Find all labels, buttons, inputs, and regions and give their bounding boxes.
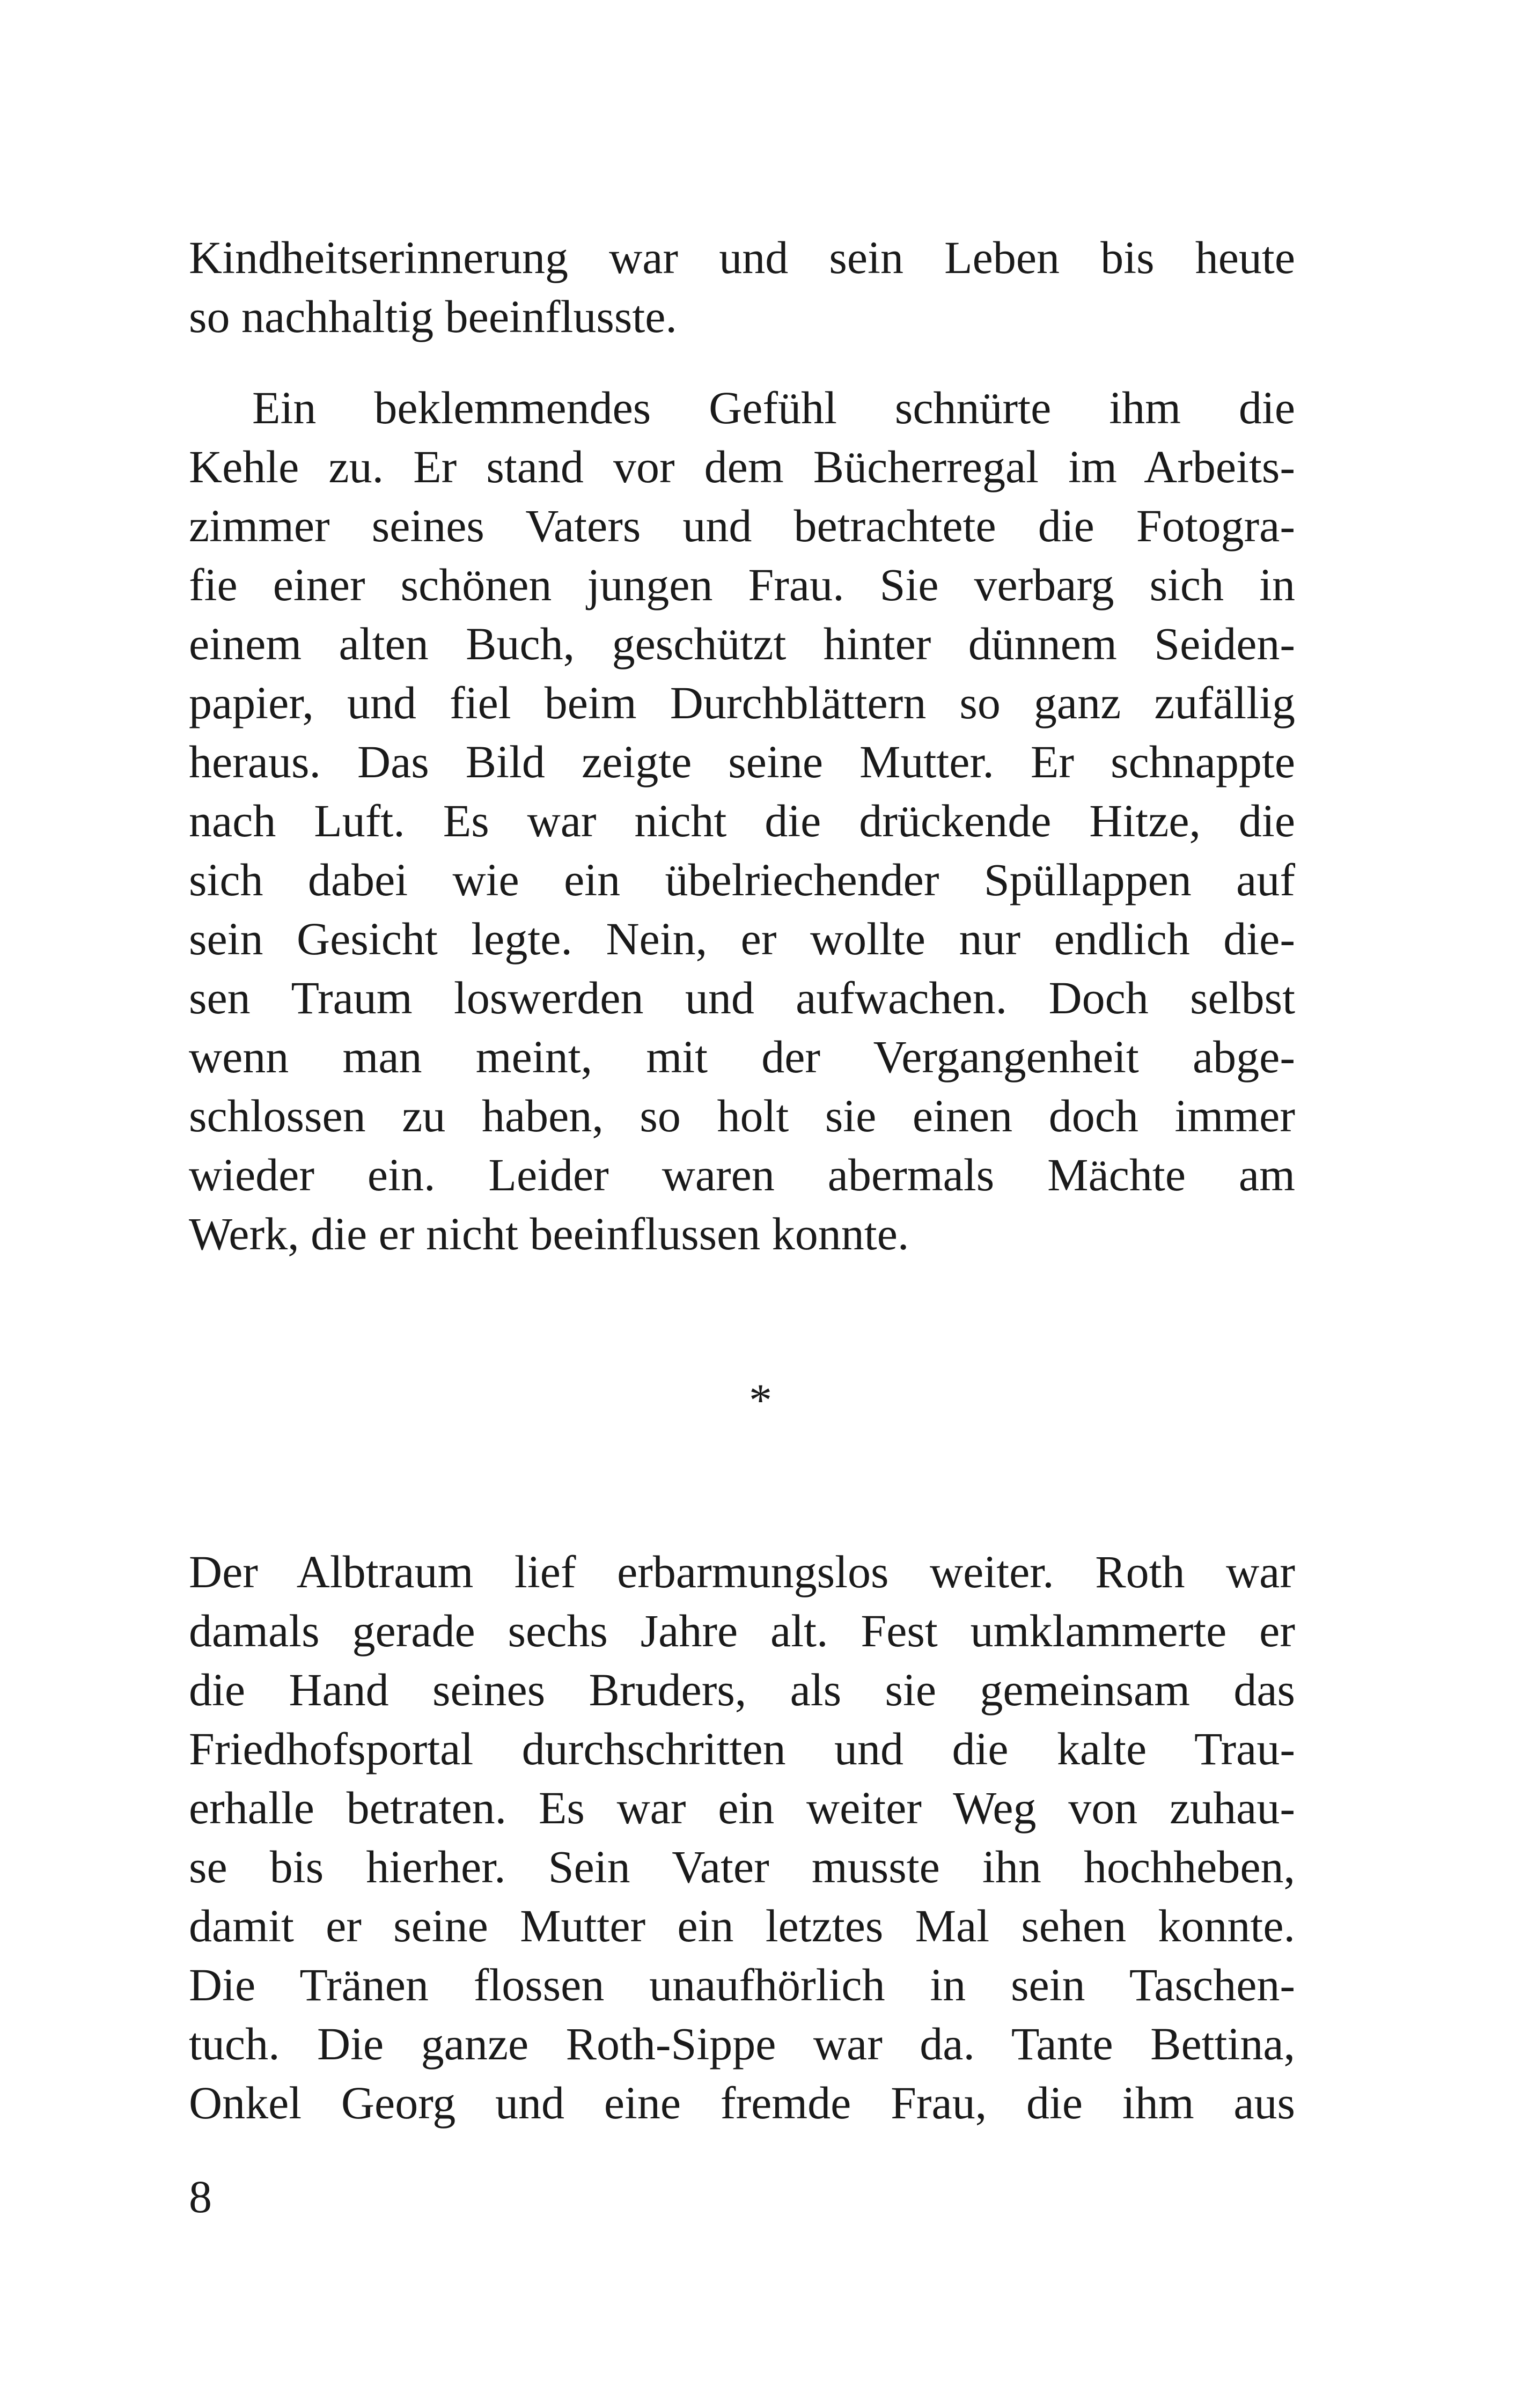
text-line: Der Albtraum lief erbarmungslos weiter. Roth war bbox=[189, 1546, 1295, 1597]
text-line: Onkel Georg und eine fremde Frau, die ihm aus bbox=[189, 2077, 1295, 2129]
text-line: wieder ein. Leider waren abermals Mächte am bbox=[189, 1149, 1295, 1201]
text-line: Die Tränen flossen unaufhörlich in sein Taschen- bbox=[189, 1959, 1295, 2011]
text-line: heraus. Das Bild zeigte seine Mutter. Er schnappte bbox=[189, 736, 1295, 787]
text-line: papier, und fiel beim Durchblättern so ganz zufällig bbox=[189, 677, 1295, 728]
text-line: Kindheitserinnerung war und sein Leben bis heute bbox=[189, 232, 1295, 283]
text-line: Werk, die er nicht beeinflussen konnte. bbox=[189, 1208, 909, 1260]
text-line: einem alten Buch, geschützt hinter dünnem Seiden- bbox=[189, 618, 1295, 669]
text-line: die Hand seines Bruders, als sie gemeinsam das bbox=[189, 1664, 1295, 1715]
text-line: Friedhofsportal durchschritten und die kalte Trau- bbox=[189, 1723, 1295, 1774]
text-line: damit er seine Mutter ein letztes Mal sehen konnte. bbox=[189, 1900, 1295, 1952]
text-line: nach Luft. Es war nicht die drückende Hitze, die bbox=[189, 795, 1295, 846]
section-separator: * bbox=[749, 1374, 772, 1426]
text-line: sein Gesicht legte. Nein, er wollte nur endlich die- bbox=[189, 913, 1295, 964]
text-line: sich dabei wie ein übelriechender Spüllappen auf bbox=[189, 854, 1295, 905]
text-line: erhalle betraten. Es war ein weiter Weg von zuhau- bbox=[189, 1782, 1295, 1833]
text-line: fie einer schönen jungen Frau. Sie verbarg sich in bbox=[189, 559, 1295, 610]
text-line: Kehle zu. Er stand vor dem Bücherregal im Arbeits- bbox=[189, 441, 1295, 492]
text-line: tuch. Die ganze Roth-Sippe war da. Tante Bettina, bbox=[189, 2018, 1295, 2070]
page-number: 8 bbox=[189, 2171, 212, 2222]
text-line: damals gerade sechs Jahre alt. Fest umklammerte er bbox=[189, 1605, 1295, 1656]
text-line: wenn man meint, mit der Vergangenheit abge- bbox=[189, 1031, 1295, 1083]
text-line: Ein beklemmendes Gefühl schnürte ihm die bbox=[252, 382, 1295, 433]
text-line: so nachhaltig beeinflusste. bbox=[189, 291, 677, 342]
text-line: se bis hierher. Sein Vater musste ihn hochheben, bbox=[189, 1841, 1295, 1892]
text-line: schlossen zu haben, so holt sie einen doch immer bbox=[189, 1090, 1295, 1142]
text-line: sen Traum loswerden und aufwachen. Doch selbst bbox=[189, 972, 1295, 1023]
text-line: zimmer seines Vaters und betrachtete die Fotogra- bbox=[189, 500, 1295, 551]
